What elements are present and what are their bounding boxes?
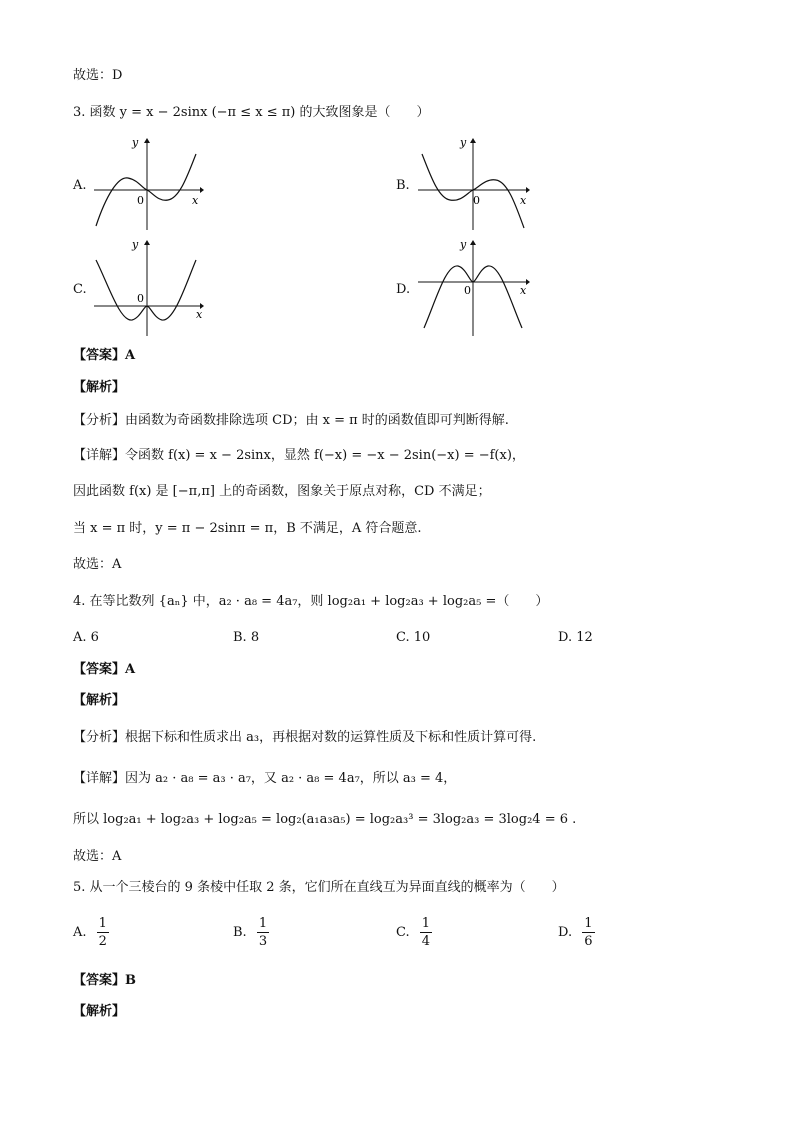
axis-x-label: x (520, 194, 527, 207)
q4-analysis: 【分析】根据下标和性质求出 a₃，再根据对数的运算性质及下标和性质计算可得. (73, 730, 537, 745)
q4-answer: 【答案】A (73, 662, 136, 677)
q5-option-a (73, 915, 109, 950)
q5-option-d (558, 915, 595, 950)
axis-x-label: x (520, 284, 527, 297)
q3-graph-d (416, 238, 532, 338)
q3-option-b-label: B. (396, 178, 410, 193)
q4-stem: 4. 在等比数列 {aₙ} 中，a₂ · a₈ = 4a₇，则 log₂a₁ + log₂a₃ + log₂a₅ =（ ） (73, 594, 549, 609)
q5-option-b (233, 915, 269, 950)
q4-detail: 【详解】因为 a₂ · a₈ = a₃ · a₇，又 a₂ · a₈ = 4a₇，所以 a₃ = 4， (73, 771, 457, 786)
q3-graph-c (92, 238, 204, 338)
q5-option-a-label: A. (73, 925, 87, 940)
fraction (420, 915, 432, 950)
q3-option-c-label: C. (73, 282, 87, 297)
q3-graph-b (416, 136, 532, 232)
axis-y-label: y (460, 238, 467, 251)
q3-answer: 【答案】A (73, 348, 136, 363)
q3-choose: 故选：A (73, 557, 122, 572)
q5-option-c-label: C. (396, 925, 410, 940)
q3-detail-line-2: 因此函数 f(x) 是 [−π,π] 上的奇函数，图象关于原点对称，CD 不满足； (73, 484, 491, 499)
q5-option-b-label: B. (233, 925, 247, 940)
q4-option-c: C. 10 (396, 630, 431, 645)
q3-option-a-label: A. (73, 178, 87, 193)
denominator: 4 (421, 934, 431, 949)
q4-option-d: D. 12 (558, 630, 593, 645)
q3-analysis-heading: 【解析】 (73, 380, 126, 395)
q4-analysis-heading: 【解析】 (73, 693, 126, 708)
axis-y-label: y (132, 136, 139, 149)
denominator: 3 (258, 934, 268, 949)
q3-analysis: 【分析】由函数为奇函数排除选项 CD；由 x = π 时的函数值即可判断得解. (73, 413, 509, 428)
q3-detail-line-3: 当 x = π 时，y = π − 2sinπ = π，B 不满足，A 符合题意. (73, 521, 422, 536)
numerator: 1 (584, 916, 593, 931)
axis-y-label: y (132, 238, 139, 251)
origin-label: 0 (137, 194, 144, 207)
q5-option-c (396, 915, 432, 950)
q3-detail: 【详解】令函数 f(x) = x − 2sinx，显然 f(−x) = −x − 2sin(−x) = −f(x)， (73, 448, 525, 463)
q4-choose: 故选：A (73, 849, 122, 864)
q5-analysis-heading: 【解析】 (73, 1004, 126, 1019)
q3-option-d-label: D. (396, 282, 411, 297)
origin-label: 0 (137, 292, 144, 305)
q5-answer: 【答案】B (73, 973, 136, 988)
numerator: 1 (421, 916, 431, 931)
fraction (97, 915, 109, 950)
previous-answer: 故选：D (73, 68, 123, 83)
denominator: 2 (98, 934, 107, 949)
origin-label: 0 (464, 284, 471, 297)
fraction (257, 915, 269, 950)
q3-stem: 3. 函数 y = x − 2sinx (−π ≤ x ≤ π) 的大致图象是（ ） (73, 105, 430, 120)
numerator: 1 (258, 916, 268, 931)
axis-x-label: x (196, 308, 203, 321)
denominator: 6 (584, 934, 593, 949)
fraction (582, 915, 594, 950)
q4-detail-line-2: 所以 log₂a₁ + log₂a₃ + log₂a₅ = log₂(a₁a₃a₅) = log₂a₃³ = 3log₂a₃ = 3log₂4 = 6 . (73, 812, 577, 827)
origin-label: 0 (473, 194, 480, 207)
axis-y-label: y (460, 136, 467, 149)
q3-graph-a (92, 136, 204, 232)
q5-stem: 5. 从一个三棱台的 9 条棱中任取 2 条，它们所在直线互为异面直线的概率为（ ） (73, 880, 565, 895)
numerator: 1 (98, 916, 107, 931)
q4-option-b: B. 8 (233, 630, 260, 645)
axis-x-label: x (192, 194, 199, 207)
q5-option-d-label: D. (558, 925, 573, 940)
q4-option-a: A. 6 (73, 630, 99, 645)
